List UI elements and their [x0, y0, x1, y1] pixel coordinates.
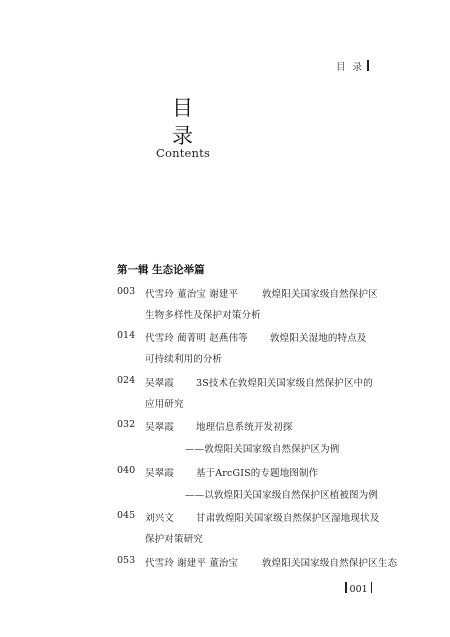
toc-entry-title-cont: 生物多样性及保护对策分析	[145, 310, 261, 321]
toc-entry-authors: 吴翠霞	[145, 378, 174, 389]
page-number-text: 001	[349, 584, 368, 595]
toc-entry-authors: 代雪玲 董治宝 谢建平	[145, 289, 239, 300]
toc-entry-authors: 吴翠霞	[145, 468, 174, 479]
toc-entry-title-cont: 应用研究	[145, 399, 184, 410]
toc-entry-title: 甘肃敦煌阳关国家级自然保护区湿地现状及	[196, 513, 380, 524]
toc-entry-page: 032	[117, 419, 136, 430]
toc-entry-page: 024	[117, 375, 136, 386]
page-title-english: Contents	[156, 146, 211, 160]
toc-entry-title: 敦煌阳关湿地的特点及	[270, 333, 367, 344]
page-number	[345, 582, 372, 595]
toc-entry-page: 003	[117, 286, 136, 297]
page-title-char-1: 目	[172, 96, 193, 120]
toc-entry-page: 014	[117, 330, 136, 341]
running-header	[336, 59, 369, 73]
toc-entry-authors: 代雪玲 谢建平 董治宝	[145, 558, 239, 569]
toc-entry-authors: 代雪玲 蔺菁明 赵燕伟等	[145, 333, 248, 344]
toc-entry-authors: 吴翠霞	[145, 422, 174, 433]
toc-entry-page: 053	[117, 555, 136, 566]
page-title-char-2: 录	[172, 124, 193, 148]
toc-entry-title: 敦煌阳关国家级自然保护区生态	[262, 558, 398, 569]
toc-entry-page: 040	[117, 465, 136, 476]
toc-entry-title: 地理信息系统开发初探	[196, 422, 293, 433]
toc-entry-title-cont: ——敦煌阳关国家级自然保护区为例	[185, 444, 340, 455]
section-heading: 第一辑 生态论举篇	[117, 264, 205, 276]
running-header-text: 目 录	[336, 62, 365, 73]
toc-entry-title-cont: 保护对策研究	[145, 534, 203, 545]
toc-entry-title: 基于ArcGIS的专题地图制作	[196, 468, 319, 479]
header-bar	[367, 60, 369, 71]
page-number-bar	[371, 582, 373, 593]
toc-entry-title: 敦煌阳关国家级自然保护区	[262, 289, 378, 300]
toc-entry-authors: 刘兴文	[145, 513, 174, 524]
toc-entry-page: 045	[117, 510, 136, 521]
page-number-bar	[345, 582, 347, 593]
toc-entry-title-cont: ——以敦煌阳关国家级自然保护区植被图为例	[185, 490, 379, 501]
toc-entry-title-cont: 可持续利用的分析	[145, 354, 223, 365]
toc-entry-title: 3S技术在敦煌阳关国家级自然保护区中的	[196, 378, 373, 389]
